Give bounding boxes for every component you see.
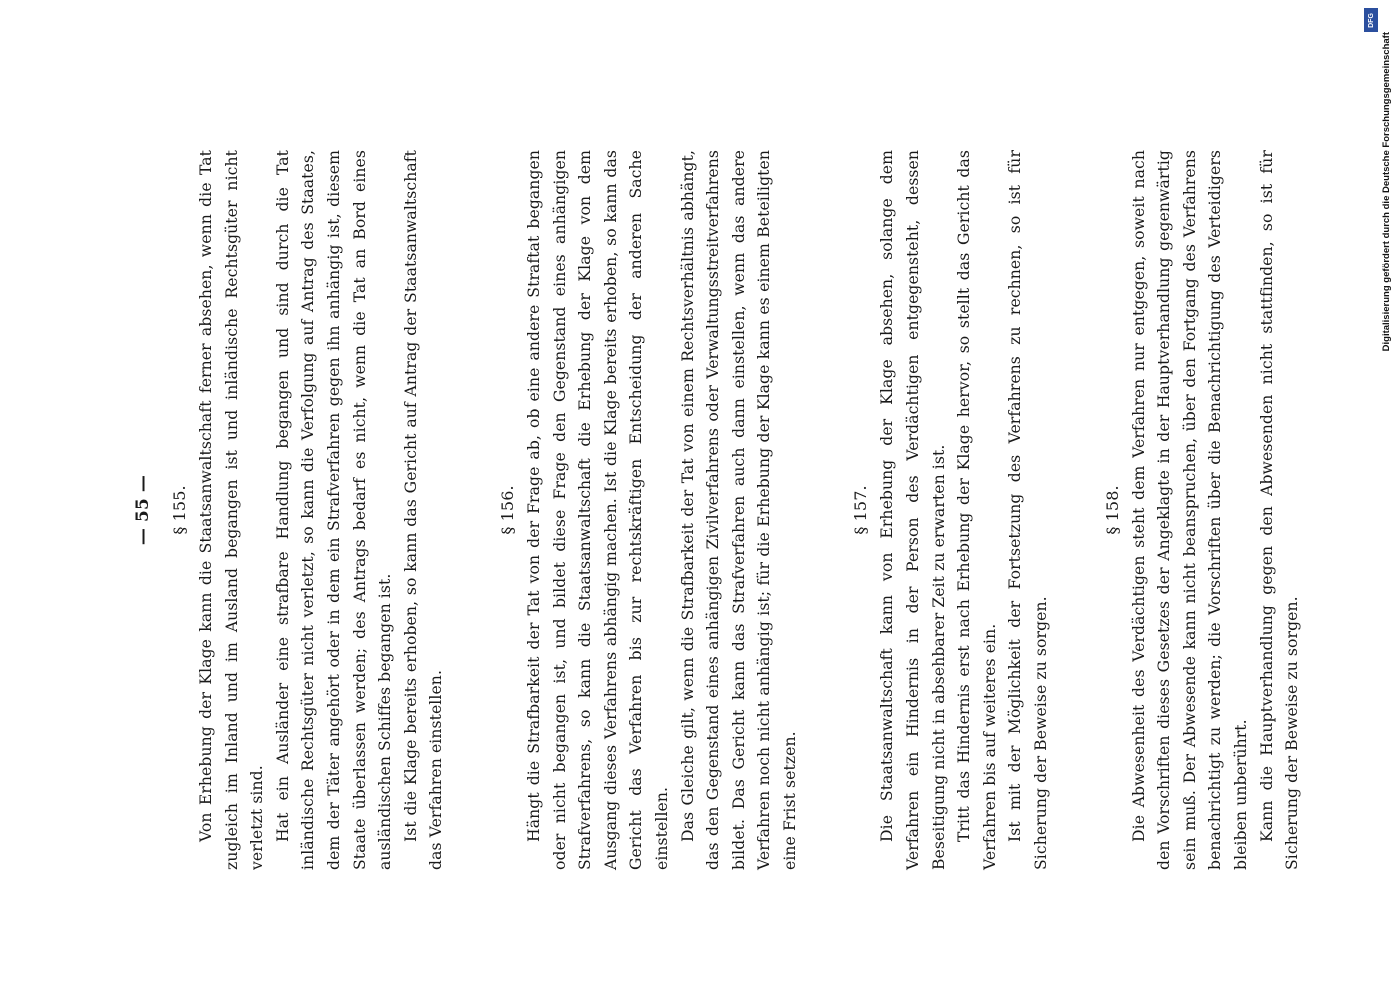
section-157: [847, 150, 1054, 870]
page-number: — 55 —: [133, 474, 153, 546]
paragraph: Von Erhebung der Klage kann die Staatsanwaltschaft ferner absehen, wenn die Tat zugleich im Inland und im Ausland begangen ist und inländische Rechtsgüter nicht verletzt sind.: [197, 150, 267, 870]
section-158: [1099, 150, 1306, 870]
paragraph: Das Gleiche gilt, wenn die Strafbarkeit der Tat von einem Rechtsverhältnis abhängt, das den Gegenstand eines anhängigen Zivilverfahrens oder Verwaltungsstreitverfahrens bildet. Das Gericht kann das Strafverfahren auch dann einstellen, wenn das andere Verfahren noch nicht anhängig ist; für die Erhebung der Klage kann es einem Beteiligten eine Frist setzen.: [678, 150, 799, 870]
paragraph: Kann die Hauptverhandlung gegen den Abwesenden nicht stattfinden, so ist für Sicherung der Beweise zu sorgen.: [1257, 150, 1302, 870]
digitization-credit: [1360, 8, 1392, 398]
section-155: [166, 150, 450, 870]
section-heading: § 155.: [170, 485, 189, 535]
rotated-page-content: [130, 150, 1302, 870]
section-heading: § 156.: [497, 485, 517, 535]
paragraph: Ist die Klage bereits erhoben, so kann das Gericht auf Antrag der Staatsanwaltschaft das Verfahren einstellen.: [401, 150, 446, 870]
section-156: [494, 150, 804, 870]
paragraph: Hat ein Ausländer eine strafbare Handlung begangen und sind durch die Tat inländische Rechtsgüter nicht verletzt, so kann die Verfolgung auf Antrag des Staates, dem der Täter angehört oder in dem ein Strafverfahren gegen ihn anhängig ist, diesem Staate überlassen werden; des Antrags bedarf es nicht, wenn die Tat an Bord eines ausländischen Schiffes begangen ist.: [273, 150, 395, 870]
credit-text: Digitalisierung gefördert durch die Deutsche Forschungsgemeinschaft: [1381, 32, 1392, 352]
paragraph: Tritt das Hindernis erst nach Erhebung der Klage hervor, so stellt das Gericht das Verfahren bis auf weiteres ein.: [955, 150, 999, 870]
paragraph: Ist mit der Möglichkeit der Fortsetzung des Verfahrens zu rechnen, so ist für Sicherung der Beweise zu sorgen.: [1006, 150, 1051, 870]
section-heading: § 157.: [851, 485, 871, 535]
dfg-logo: DFG: [1364, 8, 1378, 32]
paragraph: Die Staatsanwaltschaft kann von Erhebung der Klage absehen, solange dem Verfahren ein Hindernis in der Person des Verdächtigen entgegensteht, dessen Beseitigung nicht in absehbarer Zeit zu erwarten ist.: [878, 150, 948, 870]
section-heading: § 158.: [1102, 485, 1122, 535]
paragraph: Hängt die Strafbarkeit der Tat von der Frage ab, ob eine andere Straftat begangen oder nicht begangen ist, und bildet diese Frage den Gegenstand eines anhängigen Strafverfahrens, so kann die Staatsanwaltschaft die Erhebung der Klage von dem Ausgang dieses Verfahrens abhängig machen. Ist die Klage bereits erhoben, so kann das Gericht das Verfahren bis zur rechtskräftigen Entscheidung der anderen Sache einstellen.: [524, 150, 671, 870]
paragraph: Die Abwesenheit des Verdächtigen steht dem Verfahren nur entgegen, soweit nach den Vorschriften dieses Gesetzes der Angeklagte in der Hauptverhandlung gegenwärtig sein muß. Der Abwesende kann nicht beanspruchen, über den Fortgang des Verfahrens benachrichtigt zu werden; die Vorschriften über die Benachrichtigung des Verteidigers bleiben unberührt.: [1129, 150, 1250, 870]
